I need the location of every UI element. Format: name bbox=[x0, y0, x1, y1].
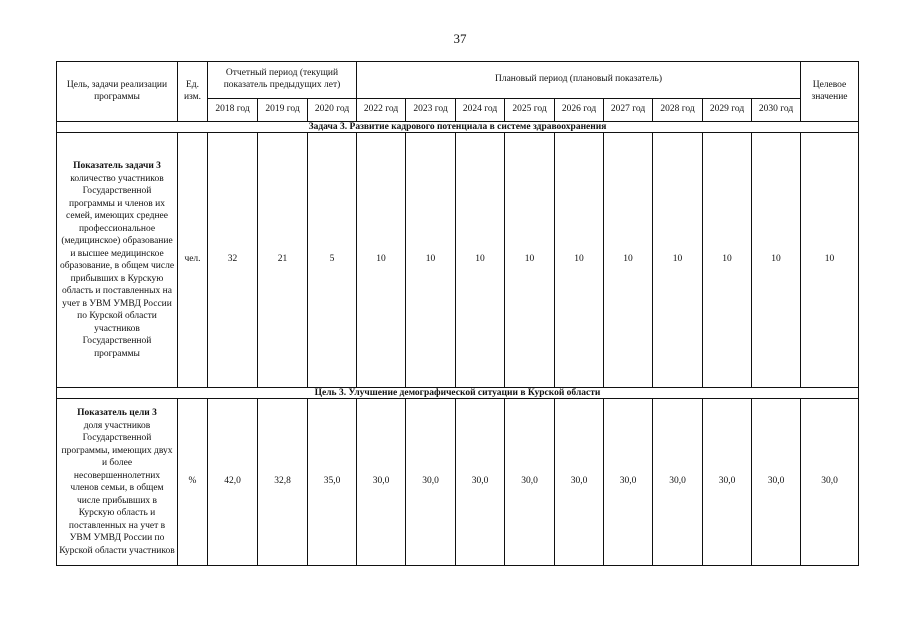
value-cell: 10 bbox=[456, 133, 505, 388]
value-cell: 30,0 bbox=[653, 399, 703, 566]
year-header: 2027 год bbox=[604, 99, 653, 122]
value-cell: 21 bbox=[258, 133, 308, 388]
year-header: 2026 год bbox=[555, 99, 604, 122]
value-cell: 10 bbox=[703, 133, 752, 388]
value-cell: 10 bbox=[555, 133, 604, 388]
year-header: 2029 год bbox=[703, 99, 752, 122]
value-cell: 10 bbox=[752, 133, 801, 388]
header-row bbox=[57, 62, 859, 99]
section-title: Цель 3. Улучшение демографической ситуации в Курской области bbox=[57, 388, 859, 399]
value-cell: 10 bbox=[653, 133, 703, 388]
year-header: 2030 год bbox=[752, 99, 801, 122]
value-cell: 30,0 bbox=[604, 399, 653, 566]
year-header: 2024 год bbox=[456, 99, 505, 122]
indicator-title: Показатель задачи 3 bbox=[73, 161, 161, 171]
value-cell: 35,0 bbox=[308, 399, 357, 566]
unit-cell: % bbox=[178, 399, 208, 566]
header-planned-period: Плановый период (плановый показатель) bbox=[357, 62, 801, 99]
indicator-cell bbox=[57, 133, 178, 388]
year-header: 2022 год bbox=[357, 99, 406, 122]
header-reporting-period: Отчетный период (текущий показатель предыдущих лет) bbox=[208, 62, 357, 99]
value-cell: 30,0 bbox=[555, 399, 604, 566]
value-cell: 10 bbox=[406, 133, 456, 388]
indicator-row bbox=[57, 399, 859, 566]
section-row bbox=[57, 388, 859, 399]
indicators-table bbox=[56, 61, 859, 566]
header-unit: Ед. изм. bbox=[178, 62, 208, 122]
indicator-description: доля участников Государственной программы, имеющих двух и более несовершеннолетних членов семьи, в общем числе прибывших в Курскую область и поставленных на учет в УВМ УМВД России по Курской области участников bbox=[59, 420, 175, 556]
year-header: 2023 год bbox=[406, 99, 456, 122]
indicator-description: количество участников Государственной программы и членов их семей, имеющих среднее профессиональное (медицинское) образование и высшее медицинское образование, в общем числе прибывших в Курскую область и поставленных на учет в УВМ УМВД России по Курской области участников Государственной программы bbox=[59, 173, 175, 359]
value-cell: 30,0 bbox=[456, 399, 505, 566]
header-goal: Цель, задачи реализации программы bbox=[57, 62, 178, 122]
value-cell: 30,0 bbox=[703, 399, 752, 566]
target-cell: 10 bbox=[801, 133, 859, 388]
value-cell: 30,0 bbox=[752, 399, 801, 566]
year-header: 2019 год bbox=[258, 99, 308, 122]
header-target: Целевое значение bbox=[801, 62, 859, 122]
value-cell: 32 bbox=[208, 133, 258, 388]
year-header: 2018 год bbox=[208, 99, 258, 122]
year-header: 2020 год bbox=[308, 99, 357, 122]
value-cell: 42,0 bbox=[208, 399, 258, 566]
target-cell: 30,0 bbox=[801, 399, 859, 566]
indicator-row bbox=[57, 133, 859, 388]
value-cell: 5 bbox=[308, 133, 357, 388]
value-cell: 30,0 bbox=[357, 399, 406, 566]
value-cell: 10 bbox=[505, 133, 555, 388]
unit-cell: чел. bbox=[178, 133, 208, 388]
page-number: 37 bbox=[453, 31, 467, 46]
value-cell: 30,0 bbox=[406, 399, 456, 566]
section-title: Задача 3. Развитие кадрового потенциала в системе здравоохранения bbox=[57, 122, 859, 133]
section-row bbox=[57, 122, 859, 133]
indicator-title: Показатель цели 3 bbox=[77, 408, 157, 418]
indicator-cell bbox=[57, 399, 178, 566]
value-cell: 30,0 bbox=[505, 399, 555, 566]
value-cell: 10 bbox=[357, 133, 406, 388]
value-cell: 32,8 bbox=[258, 399, 308, 566]
year-header: 2025 год bbox=[505, 99, 555, 122]
value-cell: 10 bbox=[604, 133, 653, 388]
year-header: 2028 год bbox=[653, 99, 703, 122]
